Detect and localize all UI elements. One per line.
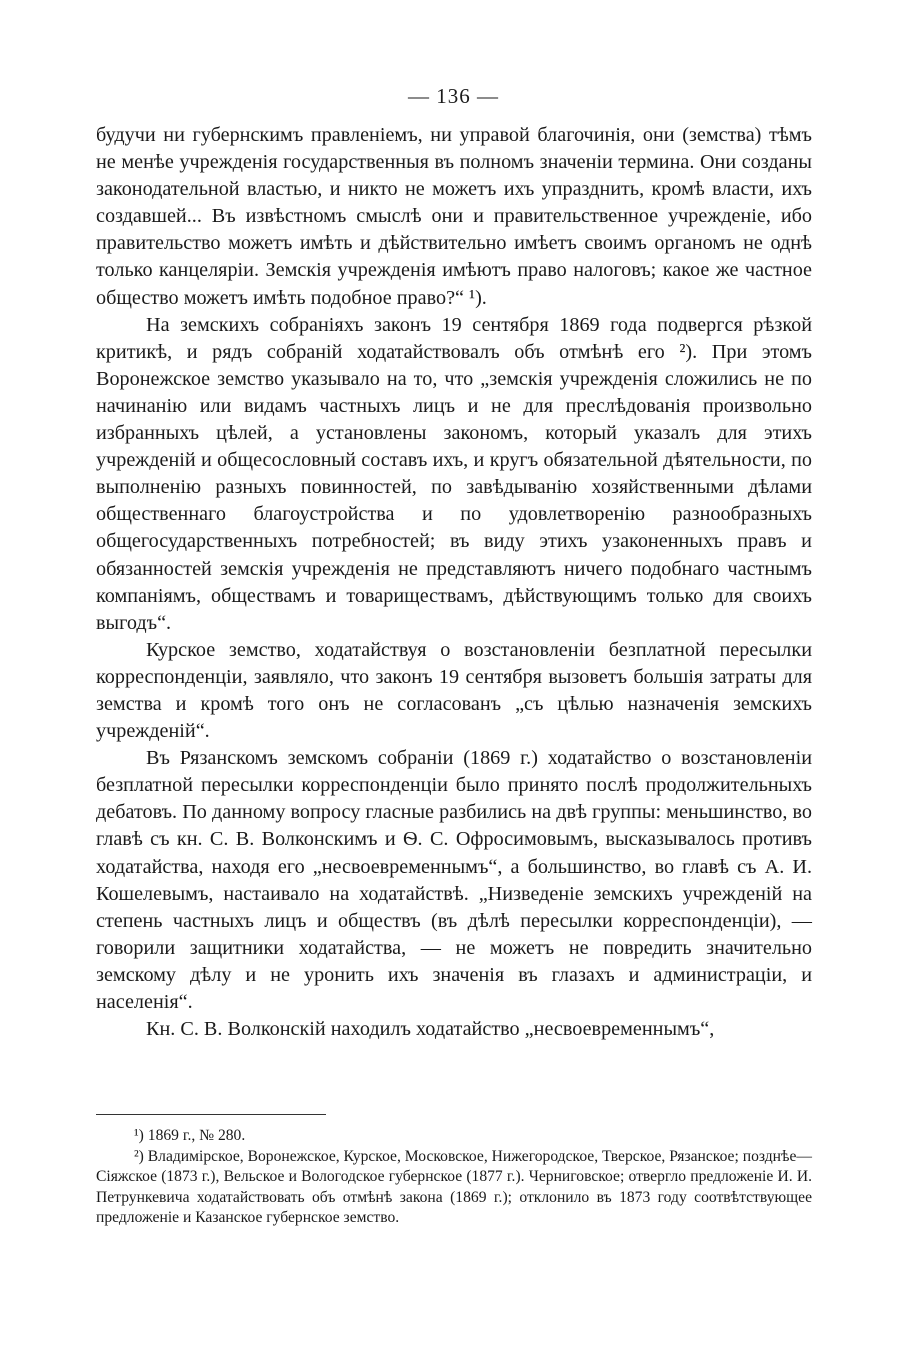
main-text xyxy=(96,122,812,1043)
paragraph-continuation: будучи ни губернскимъ правленіемъ, ни управой благочинія, они (земства) тѣмъ не менѣе учрежденія государственныя въ полномъ значеніи термина. Они созданы законодательной властью, и никто не можетъ ихъ упразднить, кромѣ власти, ихъ создавшей... Въ извѣстномъ смыслѣ они и правительственное учрежденіе, ибо правительство можетъ имѣть и дѣйствительно имѣетъ своимъ органомъ не однѣ только канцеляріи. Земскія учрежденія имѣютъ право налоговъ; какое же частное общество можетъ имѣть подобное право?“ ¹). xyxy=(96,124,812,309)
footnotes xyxy=(96,1126,812,1229)
footnote-divider xyxy=(96,1114,326,1115)
paragraph-kursk: Курское земство, ходатайствуя о возстановленіи безплатной пересылки корреспонденціи, заявляло, что законъ 19 сентября вызоветъ большія затраты для земства и кромѣ того онъ не согласованъ „съ цѣлью назначенія земскихъ учрежденій“. xyxy=(96,638,812,743)
paragraph-volkonsky: Кн. С. В. Волконскій находилъ ходатайство „несвоевременнымъ“, xyxy=(146,1018,715,1041)
footnote-1: ¹) 1869 г., № 280. xyxy=(134,1127,246,1144)
paragraph-voronezh: На земскихъ собраніяхъ законъ 19 сентября 1869 года подвергся рѣзкой критикѣ, и рядъ собраній ходатайствовалъ объ отмѣнѣ его ²). При этомъ Воронежское земство указывало на то, что „земскія учрежденія сложились не по начинанію или видамъ частныхъ лицъ и не для преслѣдованія произвольно избранныхъ цѣлей, а установлены закономъ, который указалъ для этихъ учрежденій и общесословный составъ ихъ, и кругъ обязательной дѣятельности, по выполненію разныхъ повинностей, по завѣдыванію хозяйственными дѣлами общественнаго благоустройства и по удовлетворенію разнообразныхъ общегосударственныхъ потребностей; въ виду этихъ узаконенныхъ правъ и обязанностей земскія учрежденія не представляютъ ничего подобнаго частнымъ компаніямъ, обществамъ и товариществамъ, дѣйствующимъ только для своихъ выгодъ“. xyxy=(96,313,812,634)
paragraph-ryazan: Въ Рязанскомъ земскомъ собраніи (1869 г.) ходатайство о возстановленіи безплатной пересылки корреспонденціи было принято послѣ продолжительныхъ дебатовъ. По данному вопросу гласные разбились на двѣ группы: меньшинство, во главѣ съ кн. С. В. Волконскимъ и Ѳ. С. Офросимовымъ, высказывалось противъ ходатайства, находя его „несвоевременнымъ“, а большинство, во главѣ съ А. И. Кошелевымъ, настаивало на ходатайствѣ. „Низведеніе земскихъ учрежденій на степень частныхъ лицъ и обществъ (въ дѣлѣ пересылки корреспонденціи), — говорили защитники ходатайства, — не можетъ не повредить значительно земскому дѣлу и не уронить ихъ значенія въ глазахъ и администраціи, и населенія“. xyxy=(96,747,812,1013)
footnote-2: ²) Владимірское, Воронежское, Курское, Московское, Нижегородское, Тверское, Рязанское; позднѣе—Сіяжское (1873 г.), Вельское и Вологодское губернское (1877 г.). Черниговское; отвергло предложеніе И. И. Петрункевича ходатайствовать объ отмѣнѣ закона (1869 г.); отклонило въ 1873 году соотвѣтствующее предложеніе и Казанское губернское земство. xyxy=(96,1147,812,1226)
page-number: — 136 — xyxy=(408,84,499,108)
